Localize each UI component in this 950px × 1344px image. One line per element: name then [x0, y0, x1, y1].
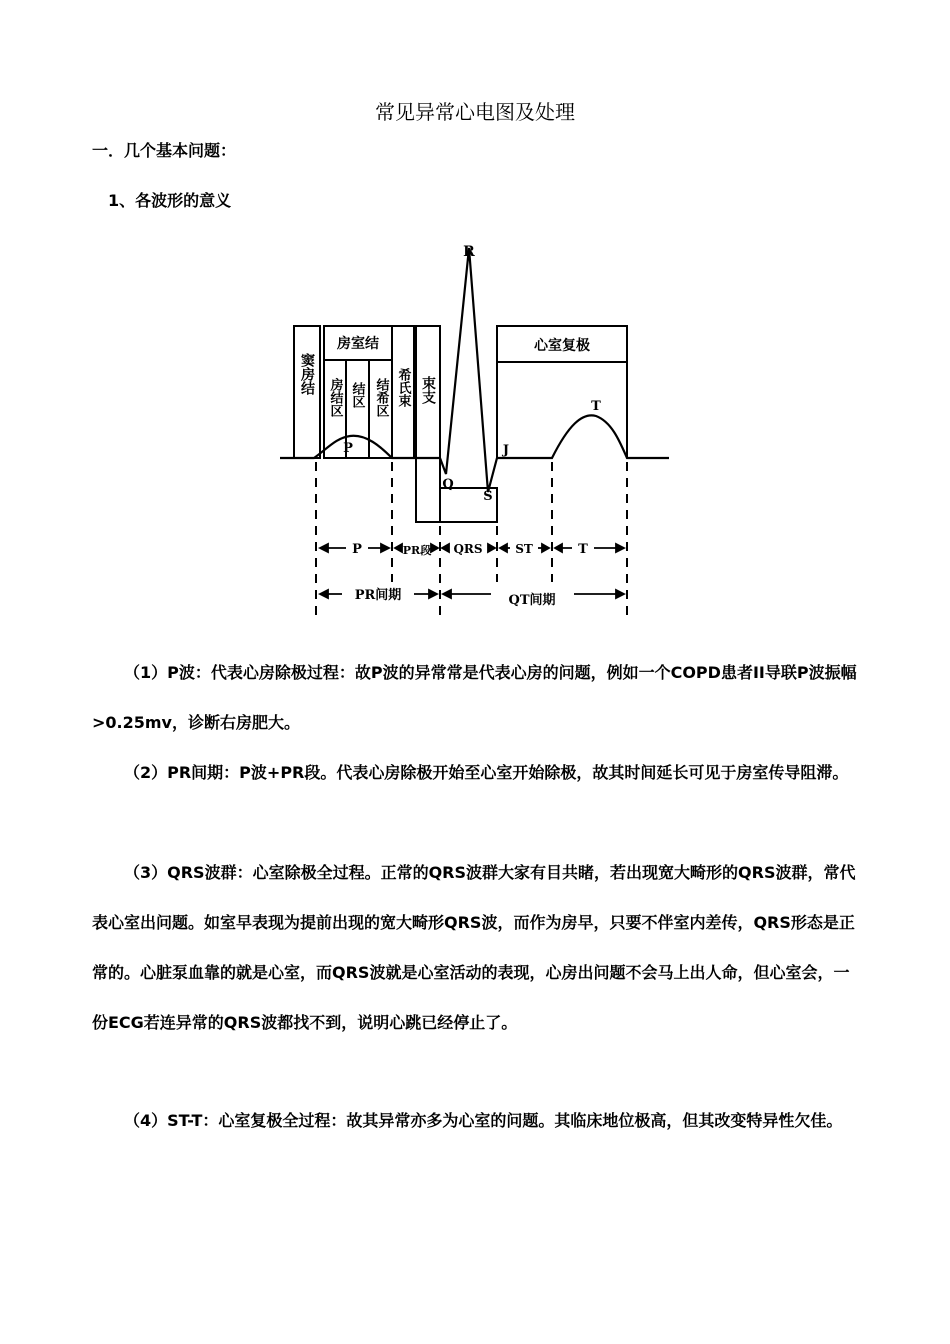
interval-label-p: P [352, 542, 362, 557]
document-title: 常见异常心电图及处理 [375, 100, 575, 124]
label-bundle-branch: 束支 [420, 376, 436, 404]
interval-label-pr-segment: PR段 [402, 544, 432, 557]
label-his-bundle: 希氏束 [395, 368, 411, 407]
subheading-wave-meaning: 1、各波形的意义 [108, 191, 232, 210]
label-sinus-node: 窦房结 [299, 353, 315, 395]
label-nodo-his: 结希区 [373, 378, 389, 417]
ecg-trace [280, 248, 669, 492]
label-av-node: 房室结 [337, 336, 379, 352]
wave-label-j: J [502, 443, 510, 458]
interval-label-qrs: QRS [453, 542, 483, 556]
wave-label-q: Q [442, 477, 454, 492]
wave-label-t: T [591, 399, 601, 414]
wave-label-s: S [483, 489, 493, 504]
bundle-branch-box [416, 326, 440, 522]
label-atrionodal: 房结区 [327, 378, 343, 417]
interval-label-qt-interval: QT间期 [508, 593, 556, 608]
interval-label-t: T [578, 542, 588, 557]
section-heading: 一．几个基本问题： [92, 141, 237, 160]
paragraph-pr-interval: （2）PR间期：P波+PR段。代表心房除极开始至心室开始除极，故其时间延长可见于房室传导阻滞。 [124, 763, 849, 782]
interval-label-st: ST [515, 542, 533, 556]
paragraph-st-t: （4）ST-T：心室复极全过程：故其异常亦多为心室的问题。其临床地位极高，但其改变特异性欠佳。 [124, 1111, 843, 1130]
wave-label-r: R [463, 244, 475, 260]
label-ventricular-repolarization: 心室复极 [534, 338, 590, 354]
ecg-waveform-diagram [276, 236, 676, 628]
label-nodal: 结区 [349, 382, 365, 408]
paragraph-p-wave: （1）P波：代表心房除极过程：故P波的异常常是代表心房的问题，例如一个COPD患者II导联P波振幅>0.25mv，诊断右房肥大。 [92, 663, 857, 732]
interval-label-pr-interval: PR间期 [354, 588, 402, 603]
paragraph-qrs-complex: （3）QRS波群：心室除极全过程。正常的QRS波群大家有目共睹，若出现宽大畸形的QRS波群，常代表心室出问题。如室早表现为提前出现的宽大畸形QRS波，而作为房早，只要不伴室内差传，QRS形态是正常的。心脏泵血靠的就是心室，而QRS波就是心室活动的表现，心房出问题不会马上出人命，但心室会，一份ECG若连异常的QRS波都找不到，说明心跳已经停止了。 [92, 863, 856, 1032]
wave-label-p: P [343, 441, 353, 456]
